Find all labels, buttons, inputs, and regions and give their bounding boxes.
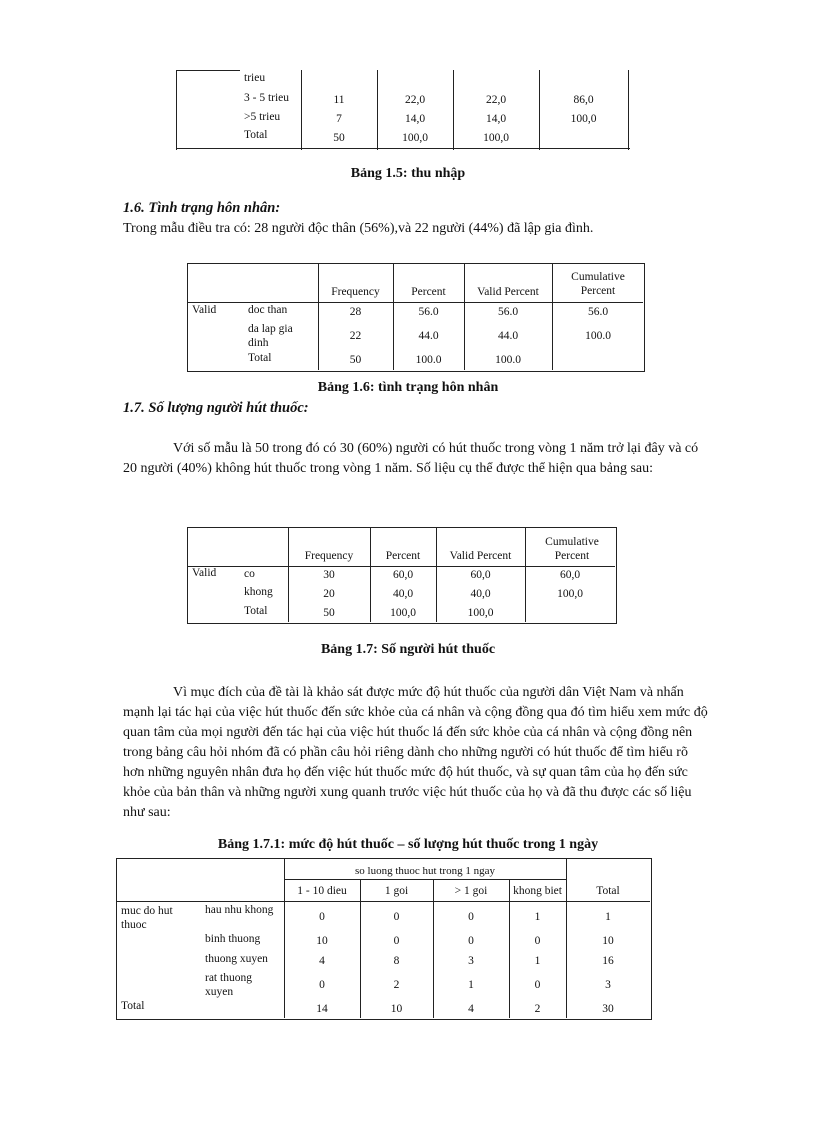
table-cell: 8 <box>393 955 400 967</box>
col-header: Total <box>596 885 620 897</box>
table-row-label: da lap gia dinh <box>248 323 293 349</box>
table-cell: 0 <box>468 911 474 923</box>
table-cell: 7 <box>336 113 342 125</box>
table-cell: 100.0 <box>585 330 611 342</box>
table-1-6 <box>187 263 645 372</box>
table-1-5 <box>176 70 630 150</box>
table-cell: 0 <box>534 935 541 947</box>
table-cell: 40,0 <box>392 588 414 600</box>
section-1-6-text: Trong mẫu điều tra có: 28 người độc thân (56%),và 22 người (44%) đã lập gia đình. <box>123 221 594 236</box>
table-cell: 1 <box>468 979 474 991</box>
table-cell: 0 <box>319 911 325 923</box>
table-row-label: binh thuong <box>205 933 261 945</box>
table-row-label: trieu <box>244 72 266 84</box>
table-cell: 86,0 <box>573 94 594 106</box>
table-cell: 40,0 <box>470 588 491 600</box>
table-cell: 0 <box>468 935 474 947</box>
table-cell: 1 <box>534 911 541 923</box>
table-cell: 56.0 <box>587 306 609 318</box>
col-header: khong biet <box>513 885 562 897</box>
table-cell: 30 <box>323 569 335 581</box>
table-cell: 60,0 <box>559 569 581 581</box>
col-header: Cumulative Percent <box>545 536 599 562</box>
col-header: Percent <box>411 286 446 298</box>
table-row-label: Total <box>121 1000 145 1012</box>
table-row-label: thuong xuyen <box>205 953 268 965</box>
table-cell: 14 <box>316 1003 328 1015</box>
col-header: Valid Percent <box>477 286 539 298</box>
col-header: 1 - 10 dieu <box>297 885 347 897</box>
table-cell: 100.0 <box>415 354 442 366</box>
table-cell: 50 <box>323 607 335 619</box>
table-row-label: co <box>244 568 255 580</box>
table-cell: 14,0 <box>404 113 426 125</box>
table-row-label: doc than <box>248 304 288 316</box>
table-cell: 0 <box>393 935 400 947</box>
table-cell: 14,0 <box>485 113 507 125</box>
section-1-7-text: Với số mẫu là 50 trong đó có 30 (60%) người có hút thuốc trong vòng 1 năm trở lại đây và có 20 người (40%) không hút thuốc trong vòng 1 năm. Số liệu cụ thể được thể hiện qua bảng sau: <box>123 441 699 476</box>
section-1-7-heading: 1.7. Số lượng người hút thuốc: <box>123 400 309 416</box>
table-cell: 0 <box>534 979 541 991</box>
table-cell: 0 <box>319 979 325 991</box>
table-row-label: Total <box>244 605 268 617</box>
table-cell: 2 <box>534 1003 541 1015</box>
table-row-label: khong <box>244 586 273 598</box>
table-1-7-1-caption: Bảng 1.7.1: mức độ hút thuốc – số lượng hút thuốc trong 1 ngày <box>217 837 599 852</box>
table-cell: 10 <box>602 935 614 947</box>
col-header: Frequency <box>304 550 354 562</box>
table-cell: 100,0 <box>557 588 583 600</box>
table-row-label: >5 trieu <box>244 111 281 123</box>
table-cell: 44.0 <box>418 330 439 342</box>
table-cell: 56.0 <box>418 306 439 318</box>
table-cell: 1 <box>605 911 611 923</box>
row-group-label: muc do hut thuoc <box>121 905 173 931</box>
table-row-label: rat thuong xuyen <box>205 972 252 998</box>
table-cell: 0 <box>393 911 400 923</box>
table-cell: 44.0 <box>497 330 519 342</box>
table-cell: 11 <box>333 94 345 106</box>
table-cell: 3 <box>468 955 474 967</box>
table-cell: 10 <box>390 1003 403 1015</box>
table-cell: 4 <box>468 1003 474 1015</box>
col-header: > 1 goi <box>454 885 488 897</box>
table-1-5-caption: Bảng 1.5: thu nhập <box>350 166 466 181</box>
valid-label: Valid <box>192 304 217 316</box>
group-header: so luong thuoc hut trong 1 ngay <box>355 865 495 877</box>
table-cell: 100,0 <box>402 132 428 144</box>
table-cell: 2 <box>393 979 400 991</box>
table-cell: 100,0 <box>467 607 494 619</box>
table-cell: 100,0 <box>483 132 509 144</box>
col-header: 1 goi <box>384 885 409 897</box>
table-row-label: hau nhu khong <box>205 904 274 916</box>
table-cell: 20 <box>323 588 335 600</box>
table-cell: 28 <box>349 306 362 318</box>
table-cell: 22,0 <box>485 94 507 106</box>
section-1-6-heading: 1.6. Tình trạng hôn nhân: <box>123 200 281 216</box>
body-paragraph: Vì mục đích của đề tài là khảo sát được mức độ hút thuốc của người dân Việt Nam và nhấn mạnh lại tác hại của việc hút thuốc đến sức khỏe của cá nhân và cộng đồng qua đó tìm hiểu xem mức độ quan tâm của mọi người đến tác hại của việc hút thuốc lá đến sức khỏe của cá nhân và cộng đồng nên trong bảng câu hỏi nhóm đã có phần câu hỏi riêng dành cho những người có hút thuốc để tìm hiểu rõ hơn những nguyên nhân đưa họ đến việc hút thuốc mức độ hút thuốc, và sự quan tâm của họ đến sức khỏe của bản thân và những người xung quanh trước việc hút thuốc của họ và đã thu được các số liệu như sau: <box>123 685 708 820</box>
table-cell: 60,0 <box>470 569 491 581</box>
table-cell: 22 <box>349 330 362 342</box>
table-cell: 22,0 <box>404 94 426 106</box>
table-row-label: Total <box>244 129 268 141</box>
table-row-label: Total <box>248 352 272 364</box>
table-cell: 1 <box>534 955 541 967</box>
table-cell: 30 <box>602 1003 614 1015</box>
table-1-7 <box>187 527 617 624</box>
table-1-7-1 <box>116 858 652 1020</box>
col-header: Percent <box>385 550 421 562</box>
table-cell: 10 <box>316 935 328 947</box>
table-cell: 50 <box>333 132 345 144</box>
table-1-7-caption: Bảng 1.7: Số người hút thuốc <box>320 642 496 657</box>
col-header: Valid Percent <box>449 550 512 562</box>
table-row-label: 3 - 5 trieu <box>244 92 290 104</box>
table-cell: 56.0 <box>497 306 519 318</box>
table-cell: 3 <box>605 979 611 991</box>
valid-label: Valid <box>192 567 217 579</box>
table-1-6-caption: Bảng 1.6: tình trạng hôn nhân <box>317 380 499 395</box>
table-cell: 16 <box>602 955 614 967</box>
col-header: Cumulative Percent <box>571 271 625 297</box>
table-cell: 50 <box>349 354 362 366</box>
col-header: Frequency <box>331 286 380 298</box>
table-cell: 4 <box>319 955 325 967</box>
table-cell: 60,0 <box>392 569 414 581</box>
table-cell: 100,0 <box>390 607 416 619</box>
table-cell: 100.0 <box>495 354 521 366</box>
table-cell: 100,0 <box>570 113 597 125</box>
